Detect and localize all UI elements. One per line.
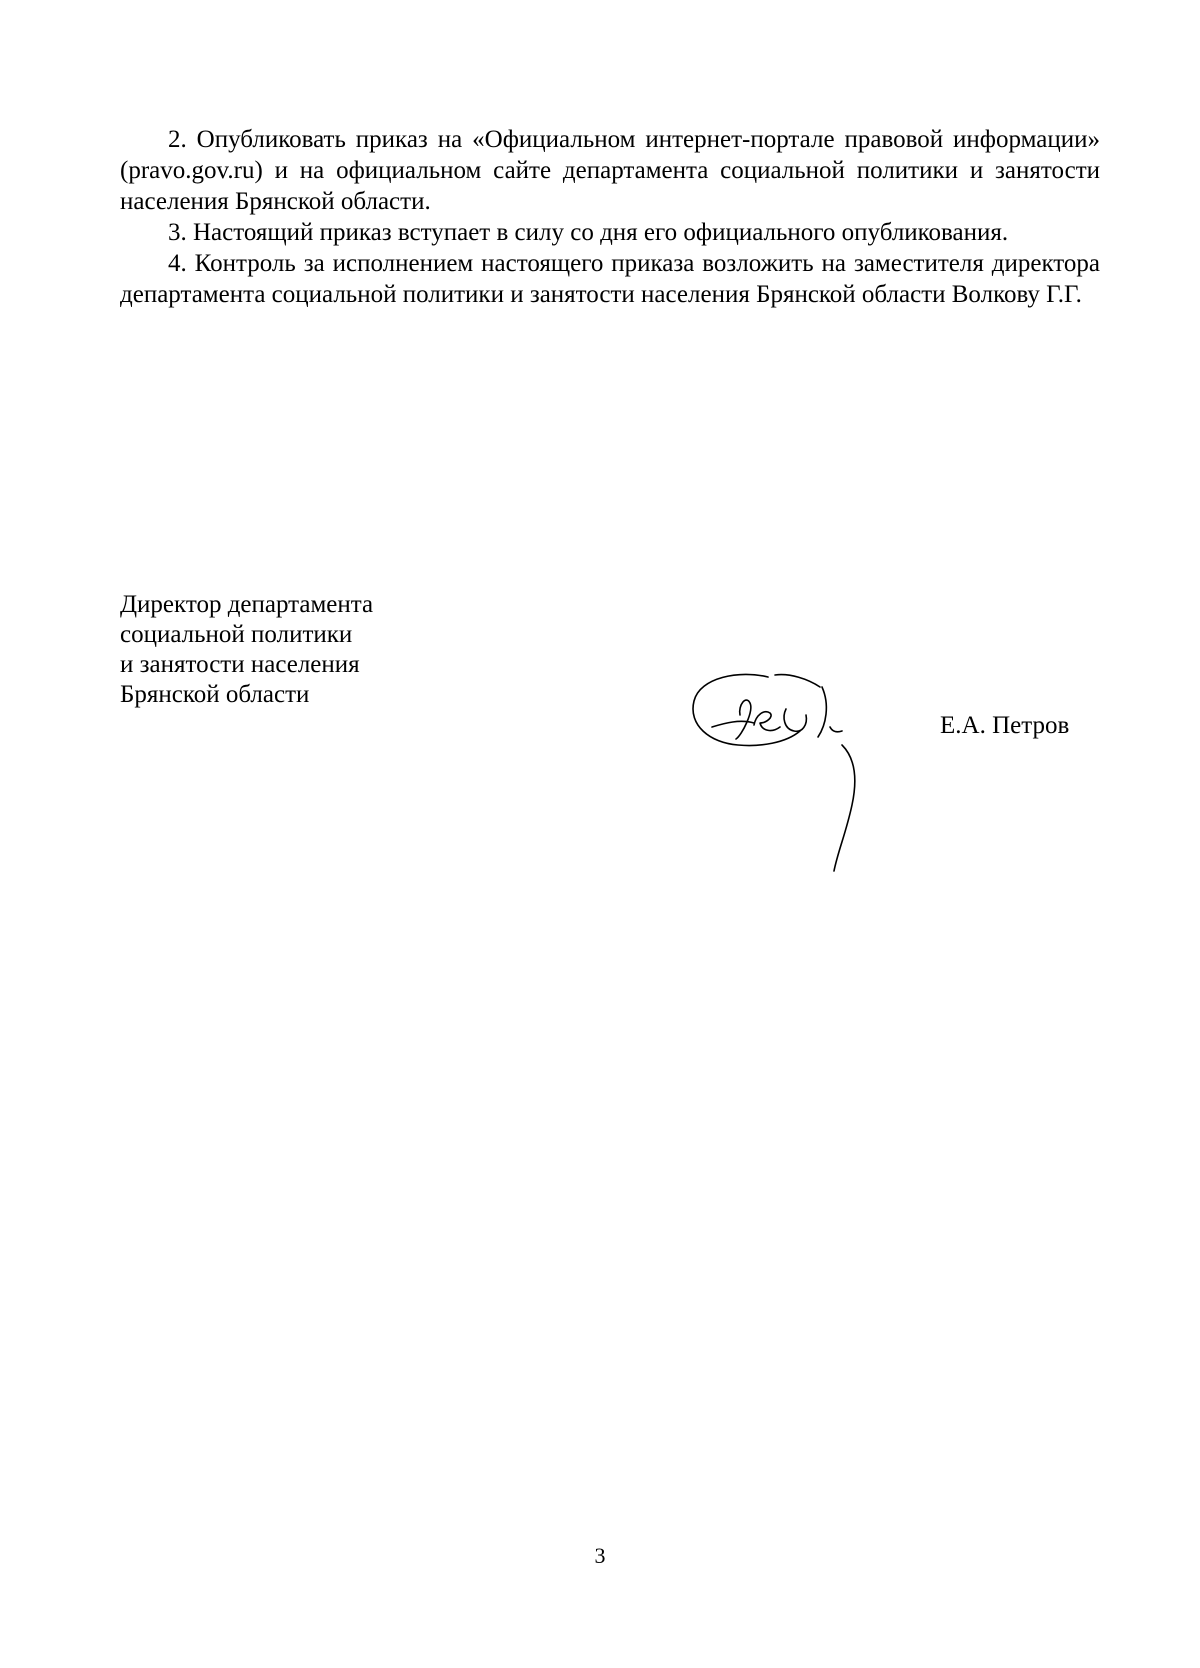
signer-position-line: Брянской области (120, 681, 310, 708)
paragraph-control: 4. Контроль за исполнением настоящего приказа возложить на заместителя директора департамента социальной политики и занятости населения Брянской области Волкову Г.Г. (120, 250, 1100, 308)
signer-position-line: Директор департамента (120, 591, 374, 618)
signer-position (120, 590, 373, 710)
page-number: 3 (594, 1543, 606, 1568)
signer-position-line: и занятости населения (120, 651, 360, 678)
signer-name: Е.А. Петров (940, 712, 1070, 739)
handwritten-signature (690, 665, 880, 875)
signer-position-line: социальной политики (120, 621, 353, 648)
paragraph-effective-date: 3. Настоящий приказ вступает в силу со дня его официального опубликования. (168, 219, 1009, 246)
document-body (120, 124, 1100, 310)
paragraph-publication: 2. Опубликовать приказ на «Официальном интернет-портале правовой информации» (pravo.gov.ru) и на официальном сайте департамента социальной политики и занятости населения Брянской области. (120, 126, 1100, 215)
